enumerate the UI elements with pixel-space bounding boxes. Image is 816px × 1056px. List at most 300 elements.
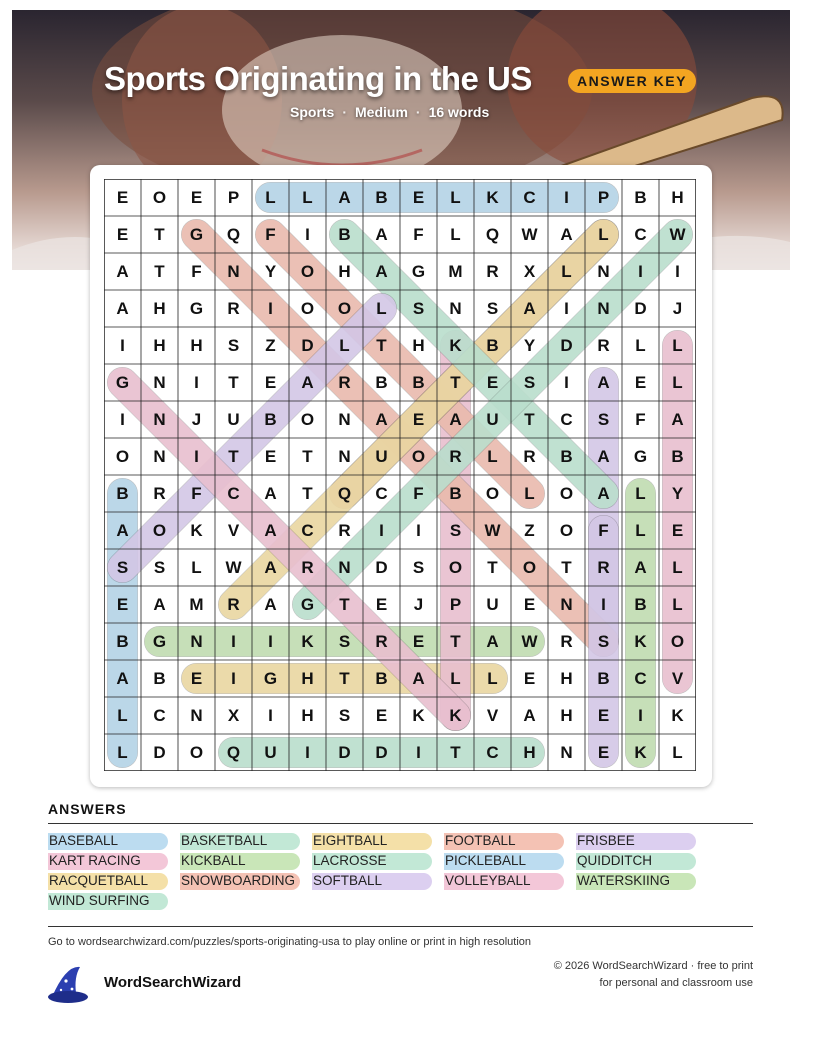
answer-item <box>312 872 382 890</box>
grid-letter[interactable]: I <box>379 521 384 540</box>
grid-letter[interactable]: C <box>301 521 314 540</box>
answer-label: BASEBALL <box>49 833 119 848</box>
grid-letter[interactable]: E <box>116 225 129 244</box>
grid-letter[interactable]: M <box>189 595 204 614</box>
grid-letter[interactable]: C <box>634 669 647 688</box>
grid-letter[interactable]: E <box>412 410 425 429</box>
grid-letter[interactable]: U <box>486 595 499 614</box>
grid-letter[interactable]: C <box>375 484 388 503</box>
answer-item <box>444 872 531 890</box>
grid-letter[interactable]: A <box>412 669 425 688</box>
grid-letter[interactable]: A <box>597 484 610 503</box>
grid-letter[interactable]: A <box>486 632 499 651</box>
grid-letter[interactable]: N <box>153 447 166 466</box>
grid-letter[interactable]: K <box>412 706 425 725</box>
grid-letter[interactable]: E <box>412 188 425 207</box>
grid-letter[interactable]: L <box>598 225 609 244</box>
answer-item <box>444 832 516 850</box>
grid-letter[interactable]: S <box>449 521 462 540</box>
grid-letter[interactable]: H <box>301 669 314 688</box>
footer-divider <box>48 926 753 927</box>
grid-letter[interactable]: D <box>301 336 314 355</box>
grid-letter[interactable]: K <box>190 521 203 540</box>
grid-letter[interactable]: E <box>190 669 203 688</box>
grid-letter[interactable]: W <box>669 225 686 244</box>
grid-letter[interactable]: E <box>375 595 388 614</box>
answer-item <box>312 852 387 870</box>
grid-letter[interactable]: T <box>561 558 572 577</box>
grid-letter[interactable]: M <box>448 262 463 281</box>
grid-letter[interactable]: S <box>227 336 240 355</box>
grid-letter[interactable]: A <box>597 373 610 392</box>
grid-letter[interactable]: R <box>375 632 388 651</box>
grid-letter[interactable]: A <box>375 410 388 429</box>
grid-letter[interactable]: F <box>413 484 424 503</box>
grid-letter[interactable]: S <box>153 558 166 577</box>
grid-letter[interactable]: R <box>449 447 462 466</box>
grid-letter[interactable]: T <box>302 484 313 503</box>
grid-letter[interactable]: A <box>597 447 610 466</box>
answer-item <box>48 872 148 890</box>
copyright-text: © 2026 WordSearchWizard · free to print for personal and classroom use <box>553 960 753 989</box>
grid-letter[interactable]: O <box>152 521 167 540</box>
grid-letter[interactable]: N <box>190 632 203 651</box>
grid-letter[interactable]: G <box>411 262 426 281</box>
grid-letter[interactable]: I <box>194 447 199 466</box>
grid-letter[interactable]: L <box>191 558 202 577</box>
grid-letter[interactable]: B <box>375 188 388 207</box>
grid-letter[interactable]: G <box>152 632 167 651</box>
grid-letter[interactable]: J <box>191 410 202 429</box>
letter-grid <box>104 179 696 771</box>
grid-letter[interactable]: O <box>189 743 204 762</box>
grid-letter[interactable]: A <box>116 299 129 318</box>
grid-letter[interactable]: K <box>671 706 684 725</box>
answer-label: PICKLEBALL <box>445 853 527 868</box>
grid-letter[interactable]: L <box>561 262 572 281</box>
grid-letter[interactable]: I <box>120 410 125 429</box>
grid-letter[interactable]: R <box>597 558 610 577</box>
grid-letter[interactable]: E <box>597 706 610 725</box>
grid-letter[interactable]: I <box>194 373 199 392</box>
grid-letter[interactable]: L <box>376 299 387 318</box>
grid-letter[interactable]: P <box>597 188 610 207</box>
footer-note: Go to wordsearchwizard.com/puzzles/sports-originating-usa to play online or print in high resolution <box>48 936 532 948</box>
category-label: Sports <box>290 104 335 120</box>
answers-divider <box>48 823 753 824</box>
grid-letter[interactable]: D <box>153 743 166 762</box>
grid-letter[interactable]: N <box>153 373 166 392</box>
grid-letter[interactable]: A <box>375 225 388 244</box>
grid-letter[interactable]: E <box>634 373 647 392</box>
grid-letter[interactable]: V <box>227 521 240 540</box>
grid-letter[interactable]: N <box>597 262 610 281</box>
grid-letter[interactable]: U <box>227 410 240 429</box>
grid-letter[interactable]: B <box>486 336 499 355</box>
grid-letter[interactable]: L <box>265 188 276 207</box>
answer-label: FOOTBALL <box>445 833 516 848</box>
grid-letter[interactable]: Y <box>671 484 684 503</box>
answers-heading: ANSWERS <box>48 801 127 817</box>
grid-letter[interactable]: D <box>375 743 388 762</box>
grid-letter[interactable]: D <box>338 743 351 762</box>
grid-letter[interactable]: N <box>597 299 610 318</box>
grid-letter[interactable]: A <box>449 410 462 429</box>
grid-letter[interactable]: K <box>301 632 314 651</box>
grid-letter[interactable]: L <box>450 225 461 244</box>
grid-letter[interactable]: I <box>231 632 236 651</box>
grid-letter[interactable]: E <box>116 188 129 207</box>
grid-letter[interactable]: N <box>338 558 351 577</box>
grid-letter[interactable]: A <box>264 484 277 503</box>
grid-letter[interactable]: A <box>264 558 277 577</box>
grid-letter[interactable]: K <box>634 743 647 762</box>
grid-letter[interactable]: I <box>120 336 125 355</box>
answer-label: KART RACING <box>49 853 141 868</box>
grid-letter[interactable]: R <box>597 336 610 355</box>
grid-letter[interactable]: E <box>523 595 536 614</box>
grid-letter[interactable]: G <box>189 225 204 244</box>
grid-letter[interactable]: H <box>412 336 425 355</box>
grid-letter[interactable]: I <box>564 373 569 392</box>
grid-letter[interactable]: L <box>635 336 646 355</box>
grid-letter[interactable]: A <box>671 410 684 429</box>
grid-letter[interactable]: T <box>228 447 239 466</box>
grid-letter[interactable]: A <box>375 262 388 281</box>
grid-letter[interactable]: R <box>227 299 240 318</box>
grid-letter[interactable]: R <box>486 262 499 281</box>
answer-item <box>180 872 295 890</box>
grid-letter[interactable]: J <box>672 299 683 318</box>
grid-letter[interactable]: I <box>675 262 680 281</box>
grid-letter[interactable]: T <box>302 447 313 466</box>
grid-letter[interactable]: F <box>598 521 609 540</box>
grid-letter[interactable]: Q <box>226 743 241 762</box>
grid-letter[interactable]: R <box>301 558 314 577</box>
grid-letter[interactable]: T <box>339 595 350 614</box>
answer-item <box>48 892 150 910</box>
brand-name: WordSearchWizard <box>104 974 242 991</box>
puzzle-meta: Sports · Medium · 16 words <box>290 104 490 120</box>
page-title: Sports Originating in the US <box>104 60 532 97</box>
answer-label: FRISBEE <box>577 833 635 848</box>
grid-letter[interactable]: A <box>116 262 129 281</box>
grid-letter[interactable]: F <box>191 484 202 503</box>
grid-letter[interactable]: A <box>560 225 573 244</box>
grid-letter[interactable]: A <box>523 299 536 318</box>
grid-letter[interactable]: T <box>450 373 461 392</box>
grid-letter[interactable]: O <box>152 188 167 207</box>
grid-letter[interactable]: B <box>671 447 684 466</box>
grid-letter[interactable]: L <box>672 595 683 614</box>
grid-letter[interactable]: V <box>486 706 499 725</box>
grid-letter[interactable]: R <box>338 521 351 540</box>
answer-item <box>48 852 141 870</box>
grid-letter[interactable]: A <box>338 188 351 207</box>
grid-letter[interactable]: O <box>300 299 315 318</box>
grid-letter[interactable]: B <box>338 225 351 244</box>
grid-letter[interactable]: H <box>190 336 203 355</box>
grid-letter[interactable]: F <box>265 225 276 244</box>
grid-letter[interactable]: E <box>375 706 388 725</box>
grid-letter[interactable]: F <box>635 410 646 429</box>
answer-label: WATERSKIING <box>577 873 671 888</box>
grid-letter[interactable]: X <box>227 706 240 725</box>
difficulty-label: Medium <box>355 104 408 120</box>
grid-letter[interactable]: E <box>190 188 203 207</box>
grid-letter[interactable]: I <box>638 706 643 725</box>
grid-letter[interactable]: R <box>227 595 240 614</box>
grid-letter[interactable]: A <box>116 669 129 688</box>
grid-letter[interactable]: G <box>115 373 130 392</box>
grid-letter[interactable]: L <box>635 484 646 503</box>
grid-letter[interactable]: E <box>412 632 425 651</box>
grid-letter[interactable]: O <box>559 521 574 540</box>
grid-letter[interactable]: B <box>153 669 166 688</box>
grid-letter[interactable]: C <box>523 188 536 207</box>
grid-letter[interactable]: H <box>560 706 573 725</box>
grid-letter[interactable]: O <box>337 299 352 318</box>
grid-letter[interactable]: U <box>375 447 388 466</box>
grid-letter[interactable]: L <box>487 447 498 466</box>
grid-letter[interactable]: B <box>560 447 573 466</box>
grid-letter[interactable]: E <box>264 447 277 466</box>
grid-letter[interactable]: L <box>117 706 128 725</box>
grid-letter[interactable]: E <box>264 373 277 392</box>
answer-label: VOLLEYBALL <box>445 873 531 888</box>
grid-letter[interactable]: O <box>522 558 537 577</box>
grid-letter[interactable]: A <box>634 558 647 577</box>
grid-letter[interactable]: B <box>375 669 388 688</box>
grid-letter[interactable]: L <box>302 188 313 207</box>
grid-letter[interactable]: L <box>672 743 683 762</box>
grid-letter[interactable]: E <box>523 669 536 688</box>
grid-letter[interactable]: P <box>227 188 240 207</box>
grid-letter[interactable]: C <box>227 484 240 503</box>
grid-letter[interactable]: O <box>448 558 463 577</box>
grid-letter[interactable]: A <box>153 595 166 614</box>
grid-letter[interactable]: R <box>338 373 351 392</box>
grid-letter[interactable]: N <box>338 447 351 466</box>
grid-letter[interactable]: B <box>116 632 129 651</box>
answer-item <box>312 832 387 850</box>
grid-letter[interactable]: O <box>115 447 130 466</box>
grid-letter[interactable]: L <box>117 743 128 762</box>
grid-letter[interactable]: H <box>671 188 684 207</box>
grid-letter[interactable]: C <box>153 706 166 725</box>
grid-letter[interactable]: S <box>412 558 425 577</box>
grid-letter[interactable]: K <box>449 336 462 355</box>
grid-letter[interactable]: E <box>597 743 610 762</box>
grid-letter[interactable]: S <box>338 706 351 725</box>
grid-letter[interactable]: N <box>153 410 166 429</box>
grid-letter[interactable]: L <box>339 336 350 355</box>
grid-letter[interactable]: W <box>521 225 538 244</box>
grid-letter[interactable]: S <box>412 299 425 318</box>
grid-letter[interactable]: R <box>523 447 536 466</box>
grid-letter[interactable]: B <box>264 410 277 429</box>
grid-letter[interactable]: I <box>564 299 569 318</box>
grid-letter[interactable]: X <box>523 262 536 281</box>
grid-letter[interactable]: N <box>560 743 573 762</box>
grid-letter[interactable]: L <box>672 373 683 392</box>
grid-letter[interactable]: G <box>263 669 278 688</box>
grid-letter[interactable]: L <box>635 521 646 540</box>
grid-letter[interactable]: I <box>268 706 273 725</box>
grid-letter[interactable]: B <box>634 188 647 207</box>
answer-item <box>48 832 118 850</box>
grid-letter[interactable]: C <box>560 410 573 429</box>
answer-label: EIGHTBALL <box>313 833 388 848</box>
grid-letter[interactable]: D <box>375 558 388 577</box>
grid-letter[interactable]: A <box>523 706 536 725</box>
grid-letter[interactable]: S <box>597 632 610 651</box>
answer-label: LACROSSE <box>313 853 387 868</box>
grid-letter[interactable]: H <box>153 336 166 355</box>
grid-letter[interactable]: A <box>264 521 277 540</box>
grid-letter[interactable]: A <box>301 373 314 392</box>
grid-letter[interactable]: I <box>638 262 643 281</box>
grid-letter[interactable]: O <box>485 484 500 503</box>
grid-letter[interactable]: T <box>339 669 350 688</box>
grid-letter[interactable]: S <box>116 558 129 577</box>
answer-item <box>576 832 635 850</box>
answer-label: BASKETBALL <box>181 833 268 848</box>
grid-letter[interactable]: A <box>264 595 277 614</box>
grid-letter[interactable]: H <box>301 706 314 725</box>
grid-letter[interactable]: E <box>116 595 129 614</box>
grid-letter[interactable]: R <box>560 632 573 651</box>
grid-letter[interactable]: D <box>634 299 647 318</box>
grid-letter[interactable]: C <box>634 225 647 244</box>
grid-letter[interactable]: I <box>231 669 236 688</box>
grid-letter[interactable]: I <box>601 595 606 614</box>
grid-letter[interactable]: S <box>486 299 499 318</box>
grid-letter[interactable]: G <box>300 595 315 614</box>
grid-letter[interactable]: T <box>376 336 387 355</box>
grid-letter[interactable]: L <box>672 558 683 577</box>
grid-letter[interactable]: T <box>487 558 498 577</box>
grid-letter[interactable]: K <box>449 706 462 725</box>
wizard-hat-icon <box>46 963 92 1005</box>
word-count-label: 16 words <box>428 104 490 120</box>
grid-letter[interactable]: Z <box>265 336 276 355</box>
grid-letter[interactable]: Q <box>485 225 500 244</box>
grid-letter[interactable]: L <box>672 336 683 355</box>
grid-letter[interactable]: B <box>412 373 425 392</box>
grid-letter[interactable]: E <box>671 521 684 540</box>
answer-label: QUIDDITCH <box>577 853 652 868</box>
grid-letter[interactable]: O <box>670 632 685 651</box>
answer-label: SOFTBALL <box>313 873 383 888</box>
grid-letter[interactable]: T <box>450 632 461 651</box>
grid-letter[interactable]: G <box>189 299 204 318</box>
grid-letter[interactable]: A <box>116 521 129 540</box>
grid-letter[interactable]: Y <box>523 336 536 355</box>
grid-letter[interactable]: I <box>416 521 421 540</box>
grid-letter[interactable]: S <box>597 410 610 429</box>
grid-letter[interactable]: V <box>671 669 684 688</box>
grid-letter[interactable]: L <box>524 484 535 503</box>
grid-letter[interactable]: Z <box>524 521 535 540</box>
grid-letter[interactable]: H <box>338 262 351 281</box>
answer-item <box>180 832 267 850</box>
grid-letter[interactable]: W <box>484 521 501 540</box>
grid-letter[interactable]: N <box>449 299 462 318</box>
grid-letter[interactable]: Q <box>337 484 352 503</box>
grid-letter[interactable]: F <box>413 225 424 244</box>
grid-letter[interactable]: Y <box>264 262 277 281</box>
grid-letter[interactable]: O <box>300 410 315 429</box>
grid-letter[interactable]: N <box>227 262 240 281</box>
grid-letter[interactable]: U <box>264 743 277 762</box>
grid-letter[interactable]: T <box>154 262 165 281</box>
answer-item <box>576 872 670 890</box>
grid-letter[interactable]: N <box>560 595 573 614</box>
grid-letter[interactable]: T <box>154 225 165 244</box>
grid-letter[interactable]: N <box>338 410 351 429</box>
grid-letter[interactable]: E <box>486 373 499 392</box>
grid-letter[interactable]: F <box>191 262 202 281</box>
grid-letter[interactable]: R <box>153 484 166 503</box>
grid-letter[interactable]: B <box>375 373 388 392</box>
grid-letter[interactable]: G <box>633 447 648 466</box>
grid-letter[interactable]: O <box>300 262 315 281</box>
grid-letter[interactable]: I <box>305 743 310 762</box>
grid-letter[interactable]: B <box>597 669 610 688</box>
grid-letter[interactable]: I <box>268 299 273 318</box>
grid-letter[interactable]: K <box>634 632 647 651</box>
grid-letter[interactable]: B <box>634 595 647 614</box>
grid-letter[interactable]: U <box>486 410 499 429</box>
grid-letter[interactable]: B <box>449 484 462 503</box>
grid-letter[interactable]: T <box>524 410 535 429</box>
answer-item <box>180 852 246 870</box>
grid-letter[interactable]: I <box>268 632 273 651</box>
answer-item <box>576 852 652 870</box>
grid-letter[interactable]: H <box>523 743 536 762</box>
grid-letter[interactable]: I <box>305 225 310 244</box>
grid-letter[interactable]: K <box>486 188 499 207</box>
grid-letter[interactable]: S <box>338 632 351 651</box>
grid-letter[interactable]: D <box>560 336 573 355</box>
grid-letter[interactable]: P <box>449 595 462 614</box>
grid-letter[interactable]: I <box>564 188 569 207</box>
grid-letter[interactable]: W <box>225 558 242 577</box>
answer-key-badge: ANSWER KEY <box>568 69 696 93</box>
answer-label: SNOWBOARDING <box>181 873 296 888</box>
grid-letter[interactable]: B <box>116 484 129 503</box>
grid-letter[interactable]: O <box>411 447 426 466</box>
grid-letter[interactable]: C <box>486 743 499 762</box>
grid-letter[interactable]: T <box>228 373 239 392</box>
grid-letter[interactable]: H <box>153 299 166 318</box>
grid-letter[interactable]: N <box>190 706 203 725</box>
grid-letter[interactable]: I <box>416 743 421 762</box>
grid-letter[interactable]: L <box>450 188 461 207</box>
grid-letter[interactable]: Q <box>226 225 241 244</box>
grid-letter[interactable]: L <box>487 669 498 688</box>
grid-letter[interactable]: T <box>450 743 461 762</box>
answer-item <box>444 852 526 870</box>
grid-letter[interactable]: W <box>521 632 538 651</box>
grid-letter[interactable]: H <box>560 669 573 688</box>
answer-label: KICKBALL <box>181 853 246 868</box>
grid-letter[interactable]: O <box>559 484 574 503</box>
grid-letter[interactable]: J <box>413 595 424 614</box>
grid-letter[interactable]: S <box>523 373 536 392</box>
grid-letter[interactable]: L <box>450 669 461 688</box>
